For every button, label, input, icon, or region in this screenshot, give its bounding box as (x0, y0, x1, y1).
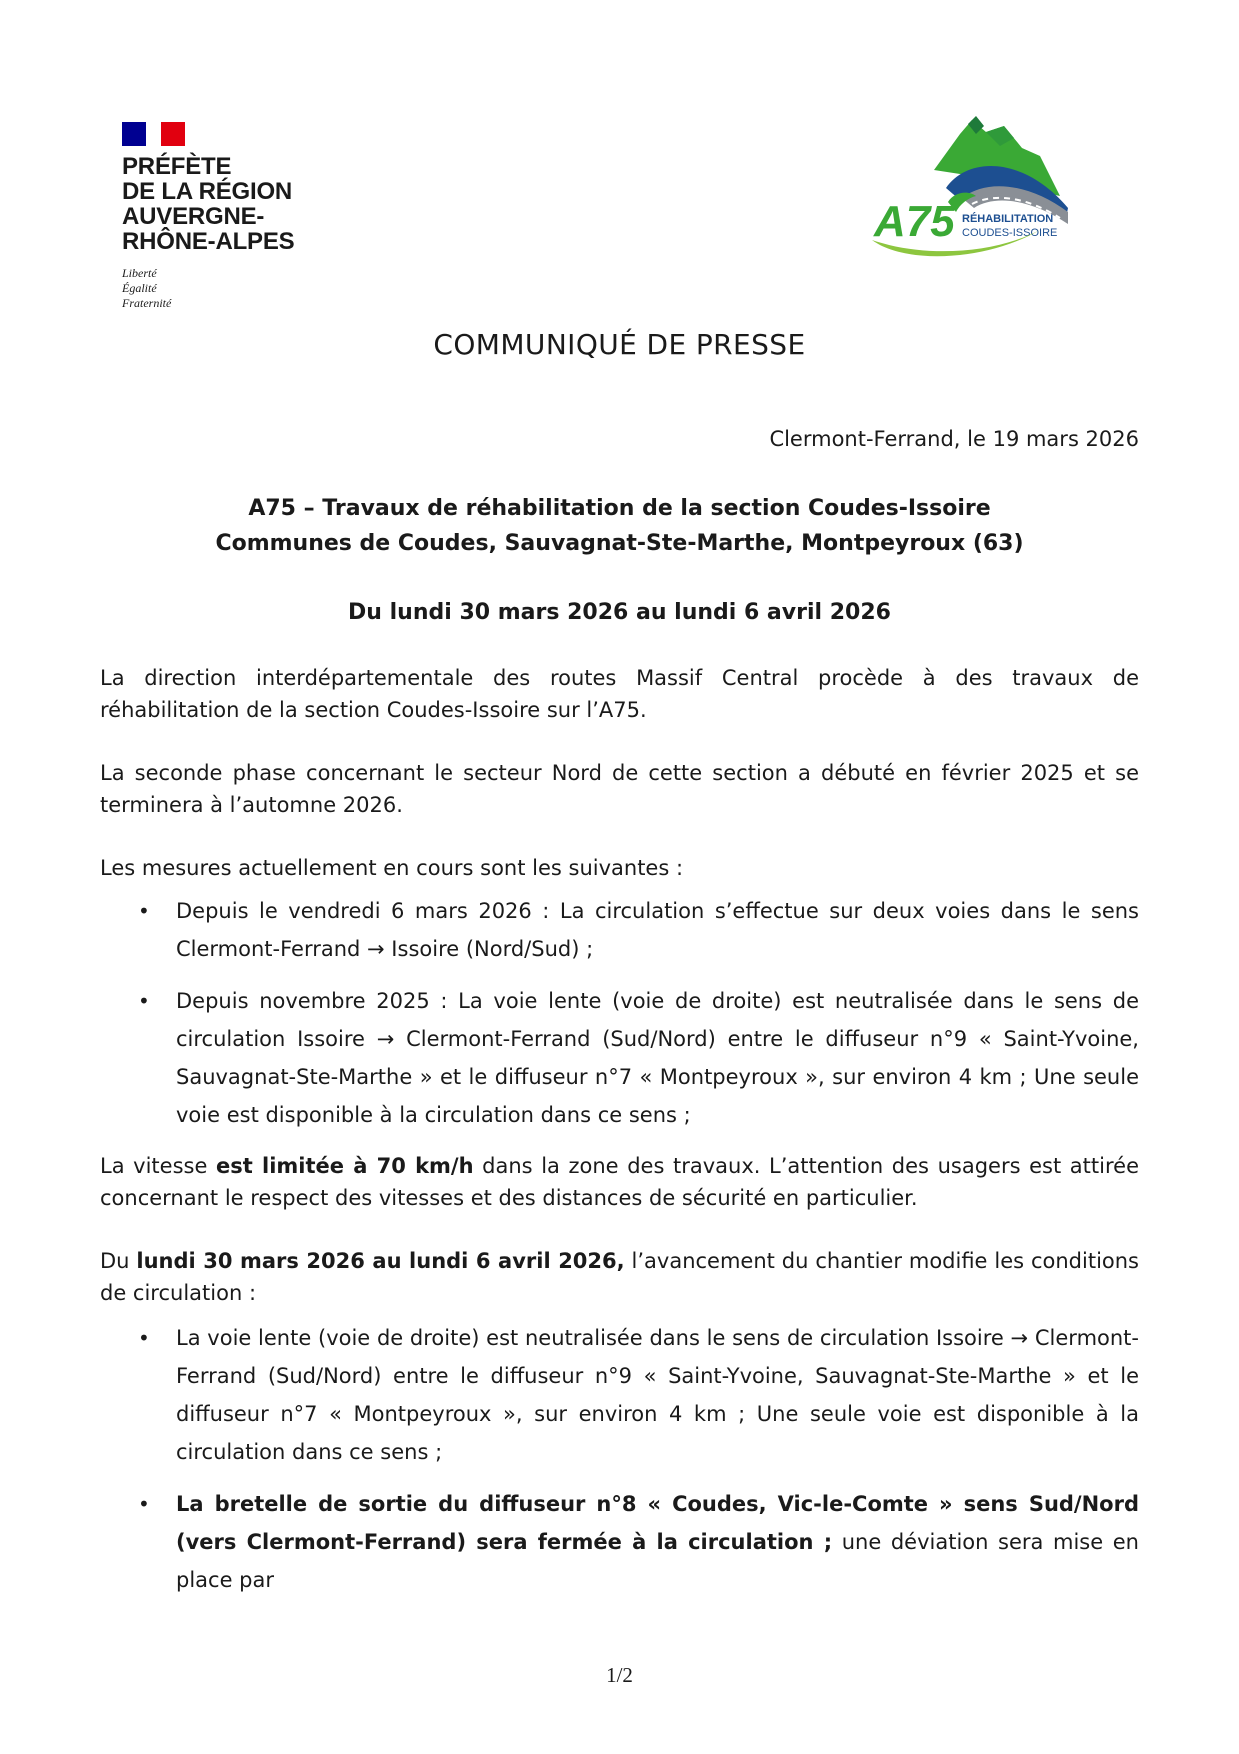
list-item-text (176, 1485, 1139, 1599)
period-dates-bold: lundi 30 mars 2026 au lundi 6 avril 2026, (136, 1249, 625, 1273)
a75-logo-line2: COUDES-ISSOIRE (962, 227, 1058, 239)
list-item-text: Depuis le vendredi 6 mars 2026 : La circulation s’effectue sur deux voies dans le sens Clermont-Ferrand → Issoire (Nord/Sud) ; (176, 899, 1139, 961)
period-text-post: l’avancement du chantier modifie les conditions de circulation : (100, 1249, 1139, 1305)
paragraph-period-changes (100, 1245, 1139, 1309)
headline-period: Du lundi 30 mars 2026 au lundi 6 avril 2026 (348, 600, 891, 625)
prefecture-line: PRÉFÈTE (122, 153, 232, 180)
period-text-pre: Du (100, 1249, 137, 1273)
a75-mark: A75 (874, 197, 955, 246)
a75-rehabilitation-logo (864, 112, 1080, 264)
motto-line: Égalité (122, 281, 157, 295)
marianne-flag-icon (122, 122, 185, 146)
speed-text-post: dans la zone des travaux. L’attention des usagers est attirée concernant le respect des vitesses et des distances de sécurité en particulier. (100, 1154, 1139, 1210)
list-item-text: Depuis novembre 2025 : La voie lente (voie de droite) est neutralisée dans le sens de circulation Issoire → Clermont-Ferrand (Sud/Nord) entre le diffuseur n°9 « Saint-Yvoine, Sauvagnat-Ste-Marthe » et le diffuseur n°7 « Montpeyroux », sur environ 4 km ; Une seule voie est disponible à la circulation dans ce sens ; (176, 989, 1139, 1127)
a75-logo-line1: RÉHABILITATION (962, 213, 1054, 225)
paragraph-intro: La direction interdépartementale des routes Massif Central procède à des travaux de réhabilitation de la section Coudes-Issoire sur l’A75. (100, 666, 1139, 722)
paragraph-measures-intro: Les mesures actuellement en cours sont les suivantes : (100, 856, 684, 880)
headline-line1: A75 – Travaux de réhabilitation de la section Coudes-Issoire (248, 496, 991, 521)
speed-limit-bold: est limitée à 70 km/h (215, 1154, 474, 1178)
motto-line: Fraternité (122, 296, 172, 310)
prefecture-line: AUVERGNE- (122, 203, 265, 230)
speed-text-pre: La vitesse (100, 1154, 216, 1178)
press-release-title: COMMUNIQUÉ DE PRESSE (433, 328, 806, 361)
ramp-closure-bold: La bretelle de sortie du diffuseur n°8 « Coudes, Vic-le-Comte » sens Sud/Nord (vers Clermont-Ferrand) sera fermée à la circulation ; (176, 1492, 1139, 1554)
date-line: Clermont-Ferrand, le 19 mars 2026 (769, 427, 1139, 451)
paragraph-phase: La seconde phase concernant le secteur Nord de cette section a débuté en février 2025 et se terminera à l’automne 2026. (100, 761, 1139, 817)
motto-line: Liberté (122, 266, 157, 280)
prefecture-line: DE LA RÉGION (122, 178, 293, 205)
bullet-icon: • (138, 899, 150, 923)
prefecture-line: RHÔNE-ALPES (122, 228, 295, 255)
prefecture-title (122, 154, 322, 254)
headline-line2: Communes de Coudes, Sauvagnat-Ste-Marthe, Montpeyroux (63) (215, 531, 1024, 556)
ramp-closure-rest: une déviation sera mise en place par (176, 1530, 1139, 1592)
republic-motto (122, 266, 322, 311)
bullet-icon: • (138, 1492, 150, 1516)
page-number: 1/2 (606, 1663, 633, 1687)
bullet-icon: • (138, 989, 150, 1013)
list-item-text: La voie lente (voie de droite) est neutralisée dans le sens de circulation Issoire → Clermont-Ferrand (Sud/Nord) entre le diffuseur n°9 « Saint-Yvoine, Sauvagnat-Ste-Marthe » et le diffuseur n°7 « Montpeyroux », sur environ 4 km ; Une seule voie est disponible à la circulation dans ce sens ; (176, 1326, 1139, 1464)
paragraph-speed-limit (100, 1150, 1139, 1214)
prefecture-logo (122, 122, 322, 311)
bullet-icon: • (138, 1326, 150, 1350)
